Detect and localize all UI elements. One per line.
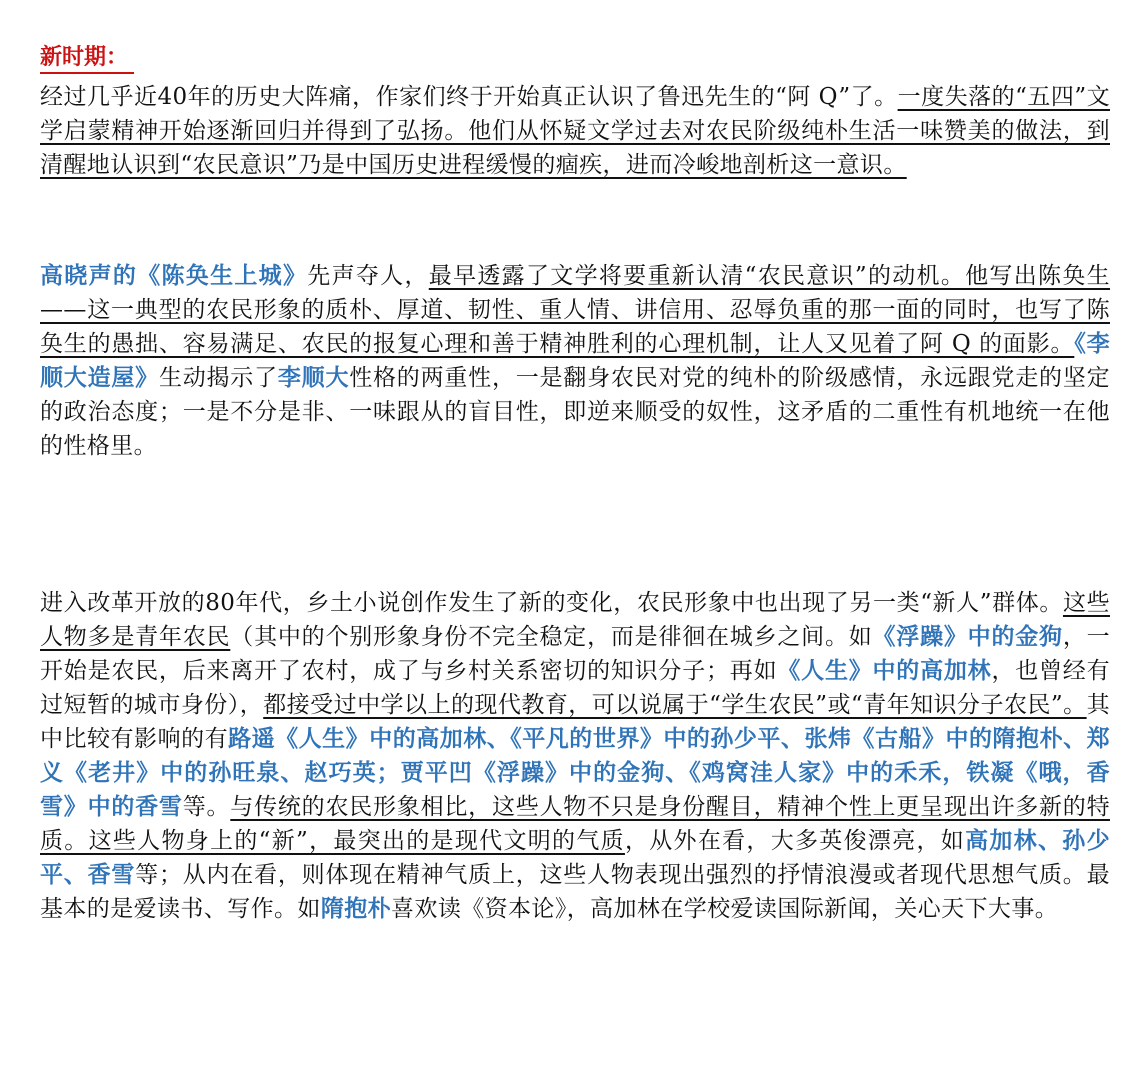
underlined-text: 这些人物多是青年农民 [40, 590, 1110, 650]
highlight-character-names: 高加林、孙少平、香雪 [40, 827, 1110, 888]
section-heading: 新时期： [40, 42, 134, 74]
highlight-character-name: 隋抱朴 [320, 895, 392, 922]
text-segment: 等。 [182, 794, 231, 820]
text-segment: 其中比较有影响的有 [40, 692, 1111, 752]
text-segment: ，从外在看，大多英俊漂亮，如 [624, 828, 966, 854]
paragraph-new-people [40, 586, 1110, 926]
paragraph-new-era-intro [40, 80, 1110, 182]
underlined-text: 一度失落的“五四”文学启蒙精神开始逐渐回归并得到了弘扬。他们从怀疑文学过去对农民阶级纯朴生活一味赞美的做法，到清醒地认识到“农民意识”乃是中国历史进程缓慢的痼疾，进而冷峻地剖析这一意识。 [40, 84, 1110, 178]
text-segment: ，也曾经有过短暂的城市身份）， [40, 658, 1110, 718]
text-segment: 进入改革开放的80年代，乡土小说创作发生了新的变化，农民形象中也出现了另一类“新人”群体。 [40, 590, 1063, 616]
underlined-text: 最早透露了文学将要重新认清“农民意识”的动机。他写出陈奂生——这一典型的农民形象的质朴、厚道、韧性、重人情、讲信用、忍辱负重的那一面的同时，也写了陈奂生的愚拙、容易满足、农民的报复心理和善于精神胜利的心理机制，让人又见着了阿 Q 的面影。 [40, 263, 1111, 357]
text-segment: 等；从内在看，则体现在精神气质上，这些人物表现出强烈的抒情浪漫或者现代思想气质。最基本的是爱读书、写作。如 [40, 862, 1110, 922]
highlight-work-title: 高晓声的《陈奂生上城》 [40, 262, 308, 289]
text-segment: 先声夺人， [307, 263, 429, 289]
underlined-text: 与传统的农民形象相比，这些人物不只是身份醒目，精神个性上更呈现出许多新的特质。这些人物身上的“新”，最突出的是现代文明的气质 [40, 794, 1110, 854]
text-segment: 经过几乎近40年的历史大阵痛，作家们终于开始真正认识了鲁迅先生的“阿 Q”了。 [40, 84, 898, 110]
text-segment: 性格的两重性，一是翻身农民对党的纯朴的阶级感情，永远跟党走的坚定的政治态度；一是不分是非、一味跟从的盲目性，即逆来顺受的奴性，这矛盾的二重性有机地统一在他的性格里。 [40, 365, 1111, 459]
text-segment: （其中的个别形象身份不完全稳定，而是徘徊在城乡之间。如 [230, 624, 873, 650]
highlight-character-name: 李顺大 [277, 364, 350, 391]
highlight-works-list: 路遥《人生》中的高加林、《平凡的世界》中的孙少平、张炜《古船》中的隋抱朴、郑义《老井》中的孙旺泉、赵巧英；贾平凹《浮躁》中的金狗、《鸡窝洼人家》中的禾禾，铁凝《哦，香雪》中的香雪 [40, 725, 1110, 820]
highlight-work-character: 《人生》中的高加林 [777, 657, 992, 684]
text-segment: 喜欢读《资本论》，高加林在学校爱读国际新闻，关心天下大事。 [391, 896, 1059, 922]
paragraph-chen-huansheng [40, 259, 1110, 463]
text-segment: 生动揭示了 [158, 365, 278, 391]
text-segment: ，一开始是农民，后来离开了农村，成了与乡村关系密切的知识分子；再如 [40, 624, 1110, 684]
highlight-work-title: 《李顺大造屋》 [40, 330, 1110, 391]
underlined-text: 都接受过中学以上的现代教育，可以说属于“学生农民”或“青年知识分子农民”。 [263, 692, 1087, 718]
highlight-work-character: 《浮躁》中的金狗 [872, 623, 1063, 650]
